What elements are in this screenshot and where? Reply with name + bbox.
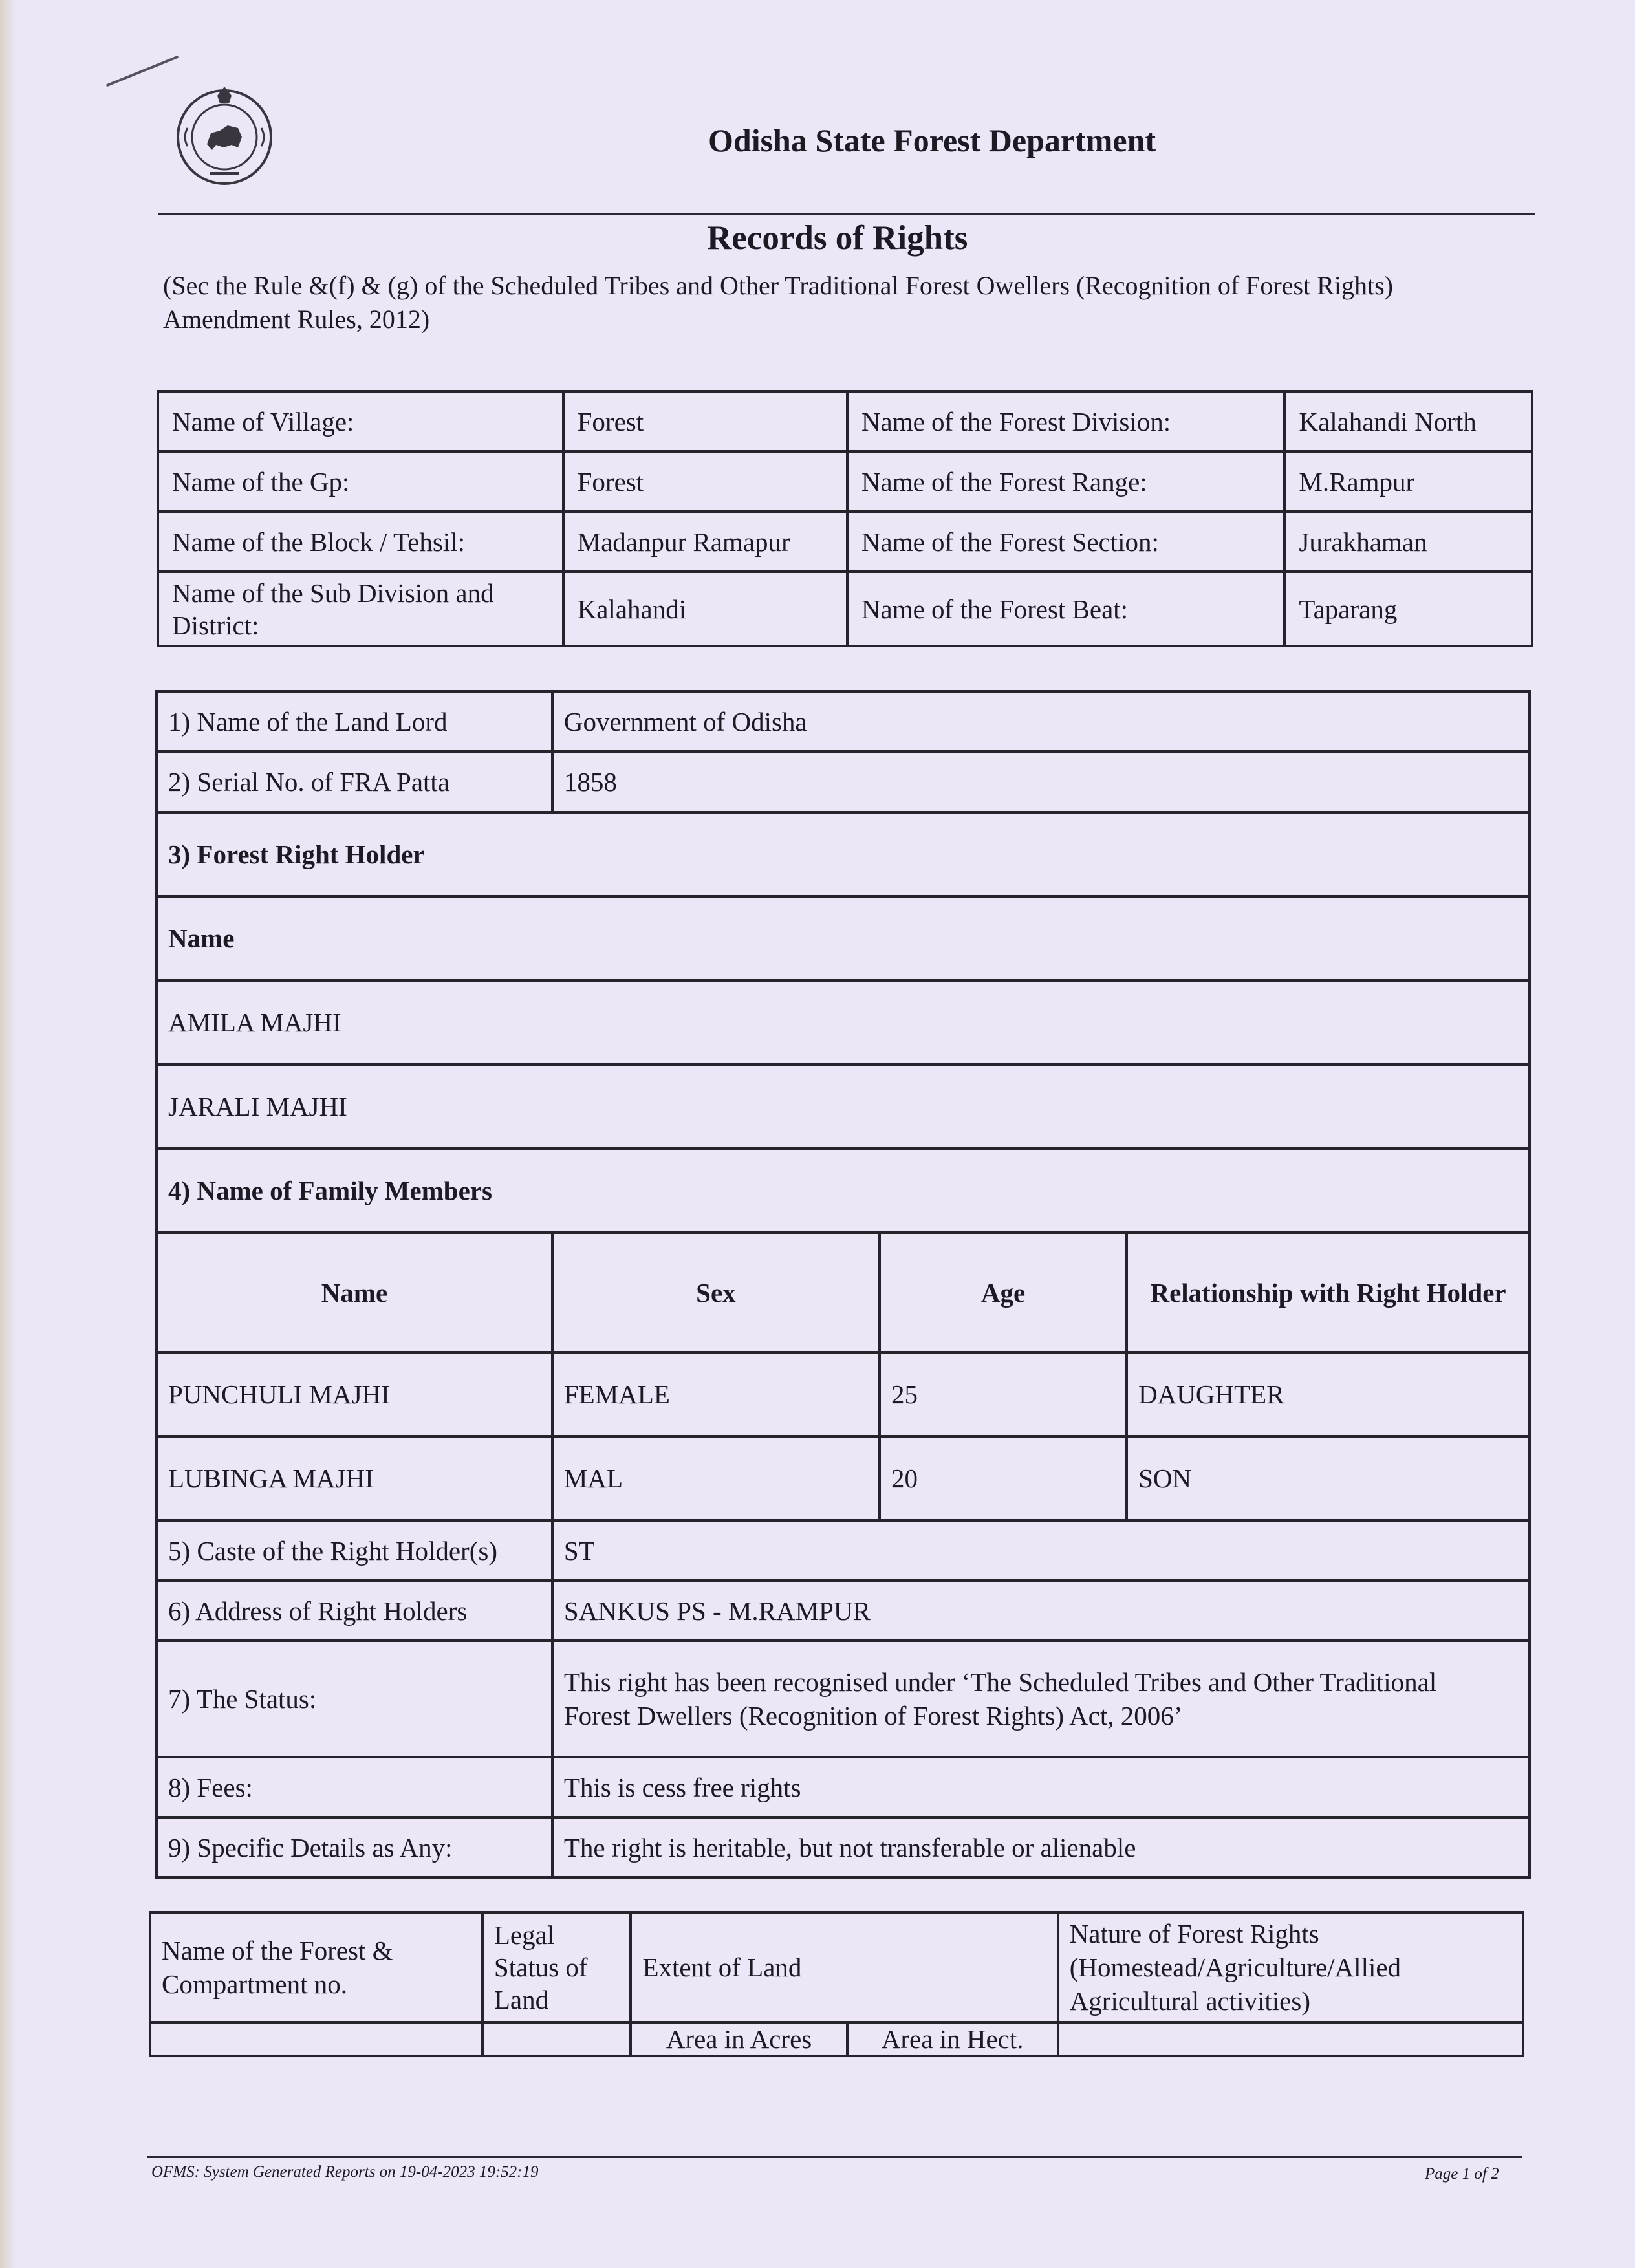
- nature-of-rights-header: Nature of Forest Rights (Homestead/Agriculture/Allied Agricultural activities): [1058, 1912, 1523, 2022]
- block-label: Name of the Block / Tehsil:: [158, 512, 563, 572]
- status-value: [552, 1641, 1530, 1757]
- area-hect-header: Area in Hect.: [847, 2022, 1058, 2056]
- odisha-emblem-seal-icon: [173, 83, 276, 188]
- member-sex: FEMALE: [552, 1352, 880, 1436]
- land-extent-table: [149, 1911, 1524, 2057]
- footer-divider: [147, 2156, 1522, 2158]
- holder-name-heading: Name: [157, 896, 1530, 980]
- table-row: [157, 1352, 1530, 1436]
- landlord-label: 1) Name of the Land Lord: [157, 691, 552, 751]
- document-title: Records of Rights: [707, 219, 968, 257]
- member-relation: DAUGHTER: [1127, 1352, 1530, 1436]
- family-col-age: Age: [880, 1233, 1127, 1352]
- member-age: 25: [880, 1352, 1127, 1436]
- member-name: PUNCHULI MAJHI: [157, 1352, 552, 1436]
- rule-reference: (Sec the Rule &(f) & (g) of the Scheduled Tribes and Other Traditional Forest Owellers (Recognition of Forest Rights) Amendment Rules, 2012): [163, 271, 1393, 334]
- forest-beat-value: Taparang: [1284, 572, 1532, 646]
- extent-of-land-header: Extent of Land: [631, 1912, 1057, 2022]
- member-relation: SON: [1127, 1436, 1530, 1520]
- forest-section-label: Name of the Forest Section:: [847, 512, 1285, 572]
- subdivision-label: Name of the Sub Division and District:: [158, 572, 563, 646]
- table-row: [157, 1436, 1530, 1520]
- area-acres-header: Area in Acres: [631, 2022, 847, 2056]
- block-value: Madanpur Ramapur: [563, 512, 847, 572]
- forest-range-value: M.Rampur: [1284, 451, 1532, 512]
- location-table: [157, 390, 1533, 647]
- holder-name-row: AMILA MAJHI: [157, 980, 1530, 1064]
- member-sex: MAL: [552, 1436, 880, 1520]
- specific-details-label: 9) Specific Details as Any:: [157, 1817, 552, 1877]
- address-label: 6) Address of Right Holders: [157, 1581, 552, 1641]
- page-number: Page 1 of 2: [1425, 2165, 1499, 2183]
- empty-cell: [150, 2022, 482, 2056]
- member-age: 20: [880, 1436, 1127, 1520]
- village-label: Name of Village:: [158, 391, 563, 451]
- forest-division-label: Name of the Forest Division:: [847, 391, 1285, 451]
- empty-cell: [1058, 2022, 1523, 2056]
- gp-label: Name of the Gp:: [158, 451, 563, 512]
- patta-serial-label: 2) Serial No. of FRA Patta: [157, 751, 552, 812]
- caste-label: 5) Caste of the Right Holder(s): [157, 1520, 552, 1581]
- rights-details-table: [155, 690, 1531, 1879]
- status-label: 7) The Status:: [157, 1641, 552, 1757]
- patta-serial-value: 1858: [552, 751, 1530, 812]
- gp-value: Forest: [563, 451, 847, 512]
- family-col-relationship: Relationship with Right Holder: [1127, 1233, 1530, 1352]
- family-col-name: Name: [157, 1233, 552, 1352]
- member-name: LUBINGA MAJHI: [157, 1436, 552, 1520]
- pen-mark: [106, 56, 179, 87]
- department-title: Odisha State Forest Department: [708, 122, 1156, 158]
- system-generated-note: OFMS: System Generated Reports on 19-04-2023 19:52:19: [151, 2163, 539, 2181]
- landlord-value: Government of Odisha: [552, 691, 1530, 751]
- status-line: Forest Dwellers (Recognition of Forest Rights) Act, 2006’: [563, 1701, 1183, 1731]
- caste-value: ST: [552, 1520, 1530, 1581]
- fees-value: This is cess free rights: [552, 1757, 1530, 1817]
- forest-division-value: Kalahandi North: [1284, 391, 1532, 451]
- specific-details-value: The right is heritable, but not transferable or alienable: [552, 1817, 1530, 1877]
- empty-cell: [482, 2022, 631, 2056]
- family-members-heading: 4) Name of Family Members: [157, 1149, 1530, 1233]
- subdivision-value: Kalahandi: [563, 572, 847, 646]
- forest-beat-label: Name of the Forest Beat:: [847, 572, 1285, 646]
- holder-name-row: JARALI MAJHI: [157, 1064, 1530, 1149]
- header-divider: [158, 213, 1535, 215]
- forest-range-label: Name of the Forest Range:: [847, 451, 1285, 512]
- legal-status-header: Legal Status of Land: [482, 1912, 631, 2022]
- paper-left-edge: [0, 0, 16, 2268]
- village-value: Forest: [563, 391, 847, 451]
- forest-section-value: Jurakhaman: [1284, 512, 1532, 572]
- forest-compartment-header: Name of the Forest & Compartment no.: [150, 1912, 482, 2022]
- status-line: This right has been recognised under ‘The Scheduled Tribes and Other Traditional: [563, 1667, 1437, 1697]
- address-value: SANKUS PS - M.RAMPUR: [552, 1581, 1530, 1641]
- family-col-sex: Sex: [552, 1233, 880, 1352]
- right-holder-heading: 3) Forest Right Holder: [157, 812, 1530, 896]
- fees-label: 8) Fees:: [157, 1757, 552, 1817]
